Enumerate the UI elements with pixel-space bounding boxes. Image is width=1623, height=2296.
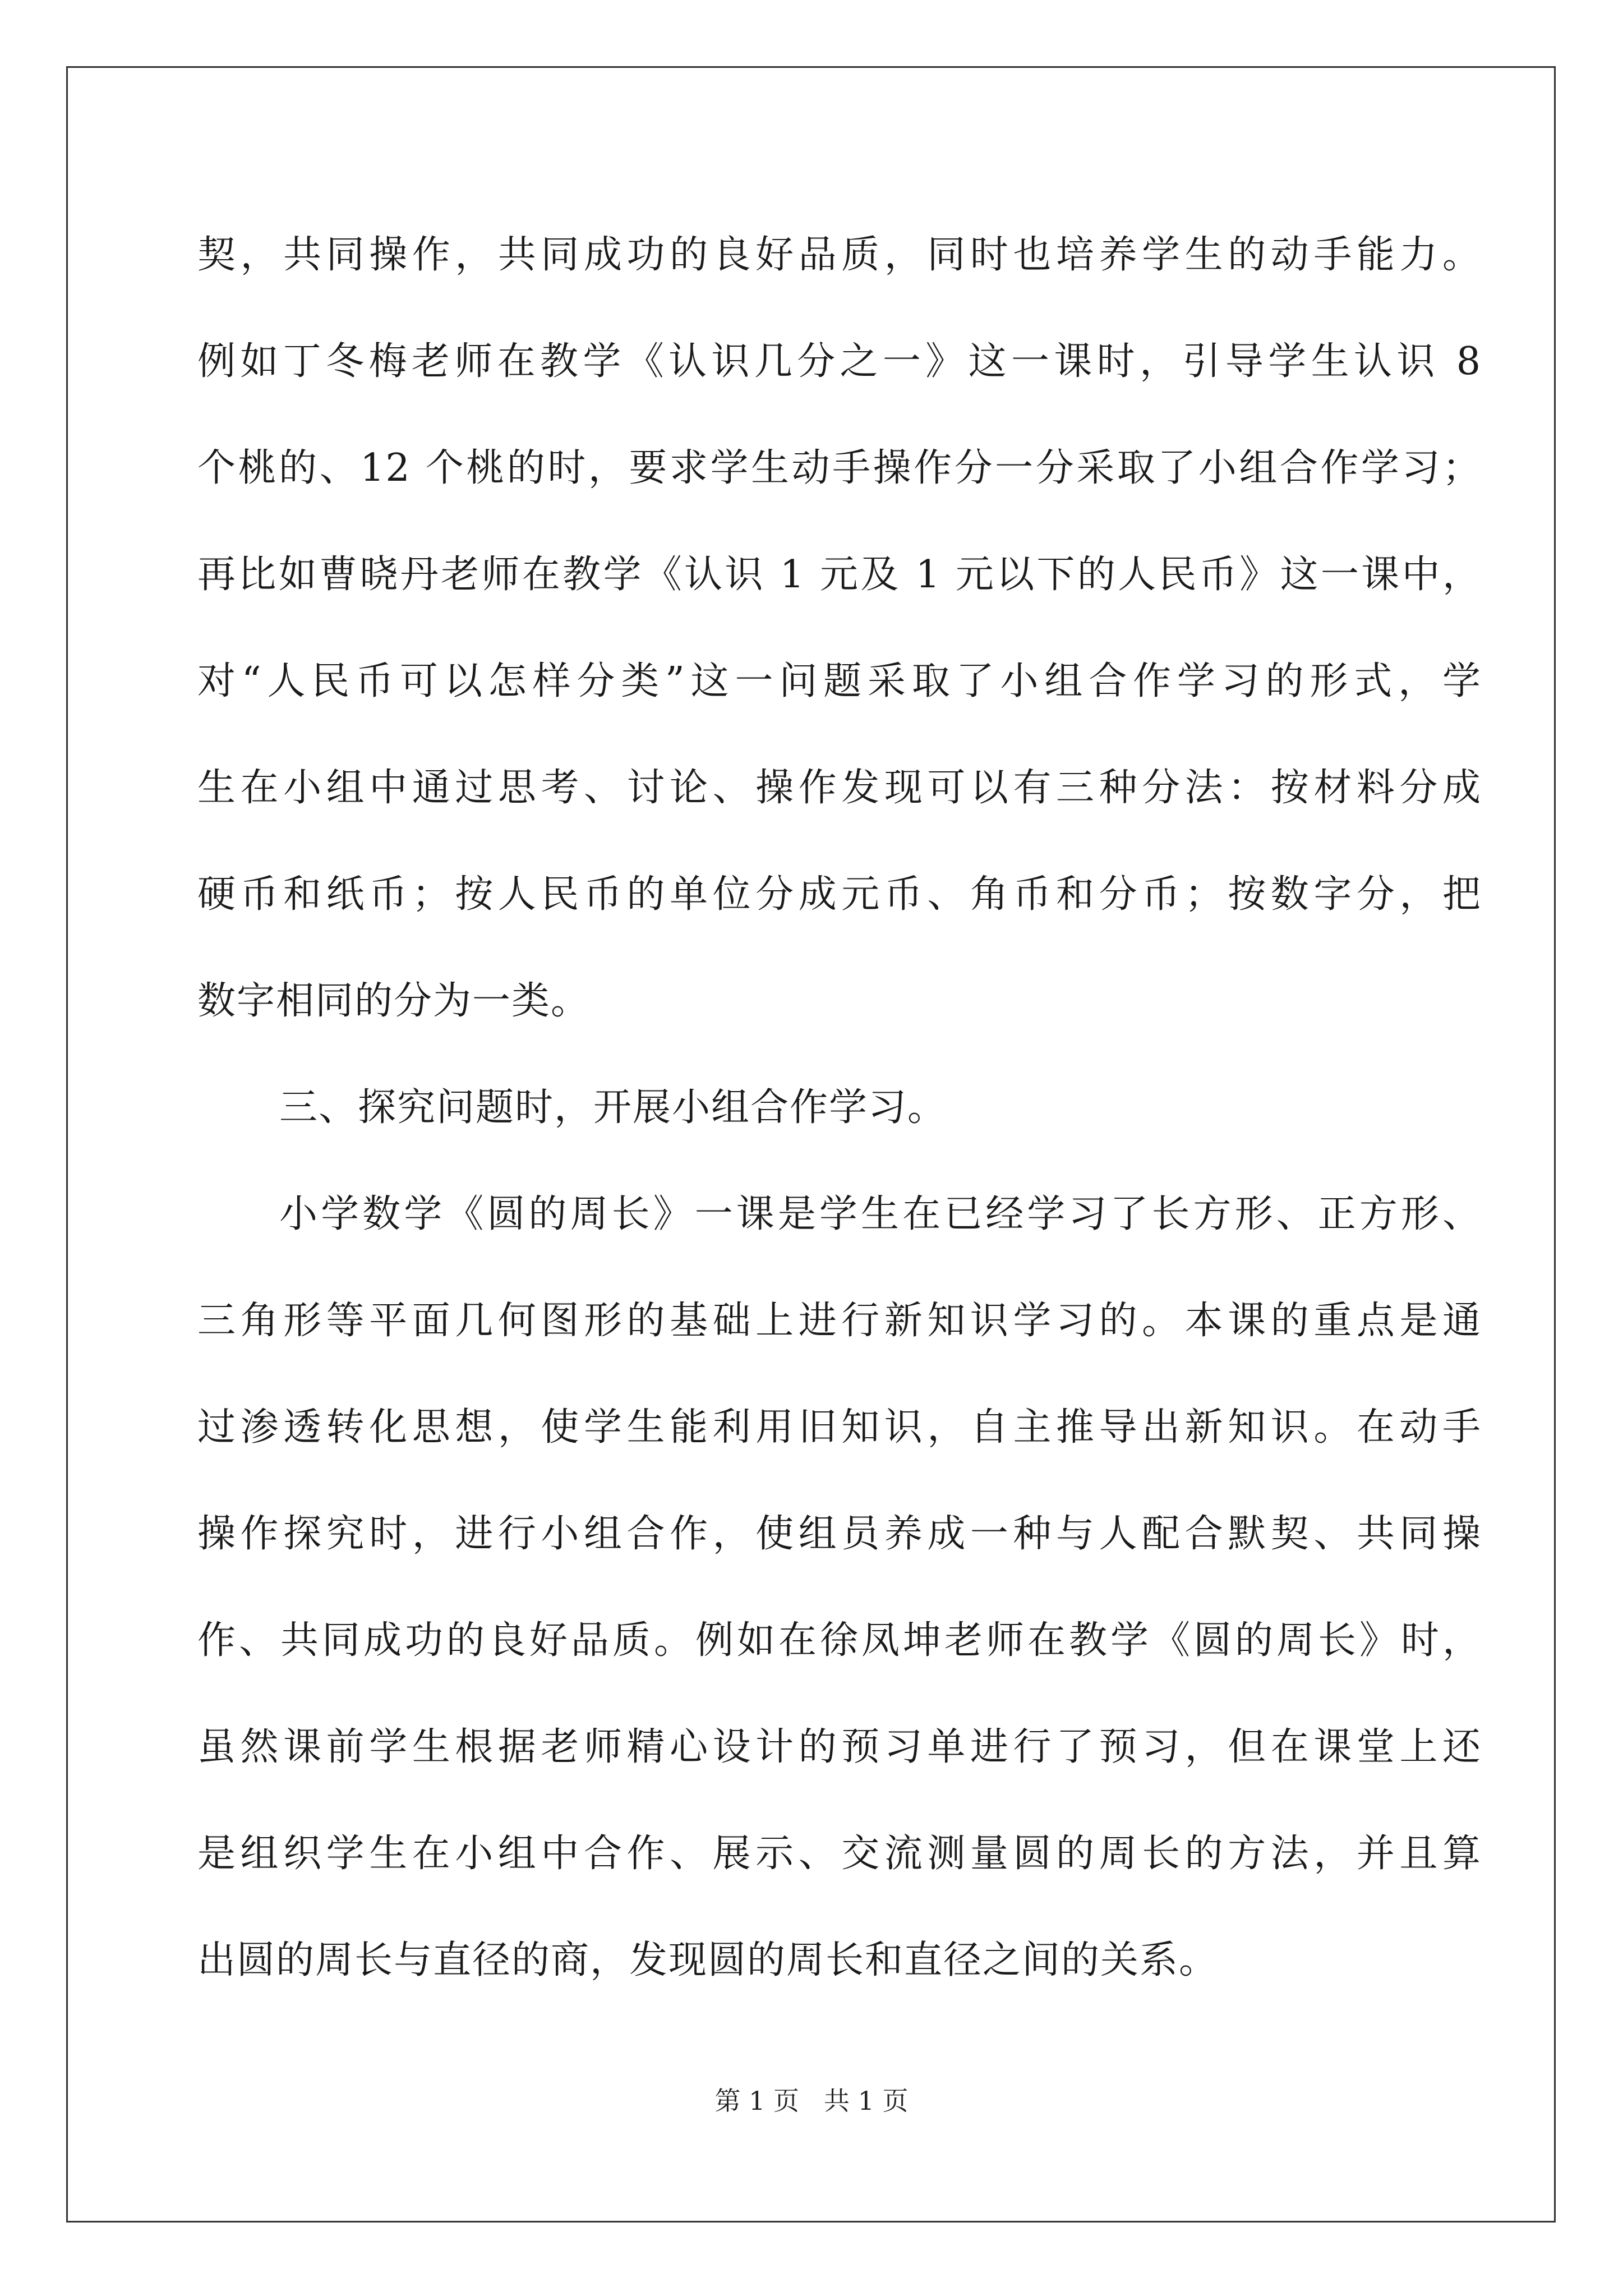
text-line: 过渗透转化思想，使学生能利用旧知识，自主推导出新知识。在动手 (197, 1405, 1482, 1450)
text-line: 例如丁冬梅老师在教学《认识几分之一》这一课时，引导学生认识 8 (197, 339, 1482, 384)
page-number: 第 1 页 (714, 2086, 799, 2116)
text-line: 作、共同成功的良好品质。例如在徐凤坤老师在教学《圆的周长》时， (197, 1618, 1482, 1663)
text-line: 数字相同的分为一类。 (197, 979, 591, 1023)
page-total: 共 1 页 (824, 2086, 909, 2116)
text-line: 三角形等平面几何图形的基础上进行新知识学习的。本课的重点是通 (197, 1299, 1482, 1343)
text-line: 再比如曹晓丹老师在教学《认识 1 元及 1 元以下的人民币》这一课中， (197, 553, 1482, 597)
section-heading: 三、探究问题时，开展小组合作学习。 (279, 1085, 947, 1130)
text-line: 是组织学生在小组中合作、展示、交流测量圆的周长的方法，并且算 (197, 1832, 1482, 1876)
text-line: 操作探究时，进行小组合作，使组员养成一种与人配合默契、共同操 (197, 1512, 1482, 1556)
text-line: 硬币和纸币；按人民币的单位分成元币、角币和分币；按数字分，把 (197, 872, 1482, 917)
text-line: 个桃的、12 个桃的时，要求学生动手操作分一分采取了小组合作学习； (197, 446, 1482, 490)
page-footer (0, 2084, 1623, 2118)
text-line: 对“人民币可以怎样分类”这一问题采取了小组合作学习的形式，学 (197, 659, 1482, 703)
text-line: 虽然课前学生根据老师精心设计的预习单进行了预习，但在课堂上还 (197, 1725, 1482, 1769)
text-line: 出圆的周长与直径的商，发现圆的周长和直径之间的关系。 (197, 1938, 1219, 1982)
text-line: 生在小组中通过思考、讨论、操作发现可以有三种分法：按材料分成 (197, 766, 1482, 810)
text-line: 小学数学《圆的周长》一课是学生在已经学习了长方形、正方形、 (279, 1192, 1482, 1236)
document-body (197, 202, 1482, 2014)
text-line: 契，共同操作，共同成功的良好品质，同时也培养学生的动手能力。 (197, 233, 1482, 277)
